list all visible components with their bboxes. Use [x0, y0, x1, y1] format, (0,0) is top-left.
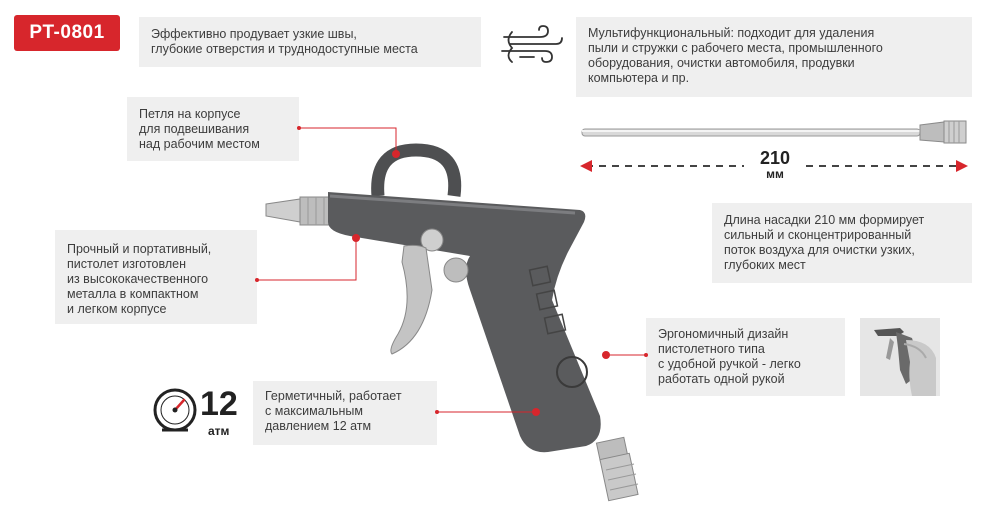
feature-line: поток воздуха для очистки узких, — [724, 243, 915, 257]
feature-line: глубокие отверстия и труднодоступные места — [151, 42, 418, 56]
model-badge: PT-0801 — [14, 15, 120, 51]
feature-line: Длина насадки 210 мм формирует — [724, 213, 925, 227]
dimension-value: 210 — [759, 148, 791, 168]
feature-line: Герметичный, работает — [265, 389, 402, 403]
pressure-value: 12 — [200, 385, 238, 423]
feature-line: пистолет изготовлен — [67, 257, 187, 271]
feature-line: пыли и стружки с рабочего места, промышленного — [588, 41, 883, 55]
feature-line: над рабочим местом — [139, 137, 260, 151]
feature-line: металла в компактном — [67, 287, 199, 301]
pressure-unit: атм — [208, 424, 230, 438]
feature-line: Петля на корпусе — [139, 107, 241, 121]
air-blow-gun — [266, 150, 638, 501]
feature-line: Эргономичный дизайн — [658, 327, 789, 341]
nozzle-extension — [582, 121, 966, 143]
wind-icon — [502, 26, 562, 62]
feature-line: Эффективно продувает узкие швы, — [151, 27, 357, 41]
feature-line: с максимальным — [265, 404, 363, 418]
feature-line: Прочный и портативный, — [67, 242, 212, 256]
dimension-unit: мм — [766, 167, 784, 181]
dimension-label — [748, 148, 802, 181]
feature-line: Мультифункциональный: подходит для удаления — [588, 26, 875, 40]
feature-line: и легком корпусе — [67, 302, 167, 316]
feature-line: компьютера и пр. — [588, 71, 690, 85]
feature-line: пистолетного типа — [658, 342, 765, 356]
feature-line: с удобной ручкой - легко — [658, 357, 801, 371]
feature-line: оборудования, очистки автомобиля, продувки — [588, 56, 855, 70]
feature-line: глубоких мест — [724, 258, 806, 272]
feature-line: из высококачественного — [67, 272, 209, 286]
feature-line: давлением 12 атм — [265, 419, 372, 433]
feature-line: для подвешивания — [139, 122, 250, 136]
feature-line: сильный и сконцентрированный — [724, 228, 912, 242]
pressure-gauge-icon — [155, 390, 195, 430]
feature-line: работать одной рукой — [658, 372, 785, 386]
